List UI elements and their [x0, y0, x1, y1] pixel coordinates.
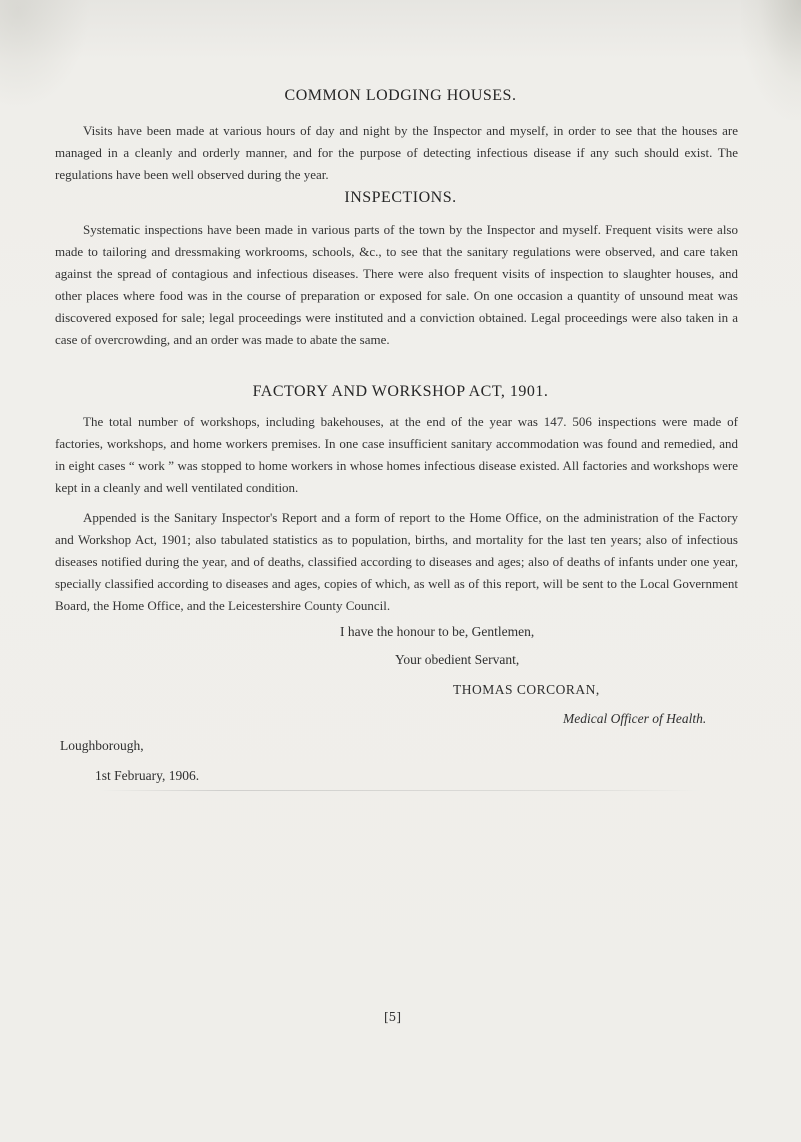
signature-name: THOMAS CORCORAN, [453, 682, 600, 697]
place-line: Loughborough, [60, 738, 144, 753]
closing-honour: I have the honour to be, Gentlemen, [340, 624, 535, 639]
date-line: 1st February, 1906. [95, 768, 200, 783]
heading-common-lodging-houses: COMMON LODGING HOUSES. [284, 87, 517, 104]
heading-factory-workshop-act: FACTORY AND WORKSHOP ACT, 1901. [252, 383, 549, 400]
paragraph-inspections: Systematic inspections have been made in various parts of the town by the Inspector and myself. Frequent visits were also made to tailoring and dressmaking workrooms, schools, &c., to see that the sanitary regulations were observed, and care taken against the spread of contagious and infectious diseases. There were also frequent visits of inspection to slaughter houses, and other places where food was in the course of preparation or exposed for sale. On one occasion a quantity of unsound meat was discovered exposed for sale; legal proceedings were instituted and a conviction obtained. Legal proceedings were also taken in a case of overcrowding, and an order was made to abate the same. [55, 222, 738, 347]
paragraph-appended-report: Appended is the Sanitary Inspector's Report and a form of report to the Home Office, on the administration of the Factory and Workshop Act, 1901; also tabulated statistics as to population, births, and mortality for the last ten years; also of infectious diseases notified during the year, and of deaths, classified according to diseases and ages; also of deaths of infants under one year, specially classified according to diseases and ages, copies of which, as well as of this report, will be sent to the Local Government Board, the Home Office, and the Leicestershire County Council. [55, 510, 738, 613]
page-number: [5] [384, 1010, 401, 1024]
heading-inspections: INSPECTIONS. [344, 189, 457, 206]
paragraph-factory-workshops: The total number of workshops, including bakehouses, at the end of the year was 147. 506 inspections were made of factories, workshops, and home workers premises. In one case insufficient sanitary accommodation was found and remedied, and in eight cases “ work ” was stopped to home workers in whose homes infectious disease existed. All factories and workshops were kept in a cleanly and well ventilated condition. [55, 414, 738, 495]
faint-page-rule [100, 790, 700, 791]
closing-servant: Your obedient Servant, [395, 652, 520, 667]
paragraph-lodging-houses: Visits have been made at various hours of day and night by the Inspector and myself, in order to see that the houses are managed in a cleanly and orderly manner, and for the purpose of detecting infectious disease if any such should exist. The regulations have been well observed during the year. [55, 123, 738, 182]
signature-title: Medical Officer of Health. [563, 711, 707, 726]
